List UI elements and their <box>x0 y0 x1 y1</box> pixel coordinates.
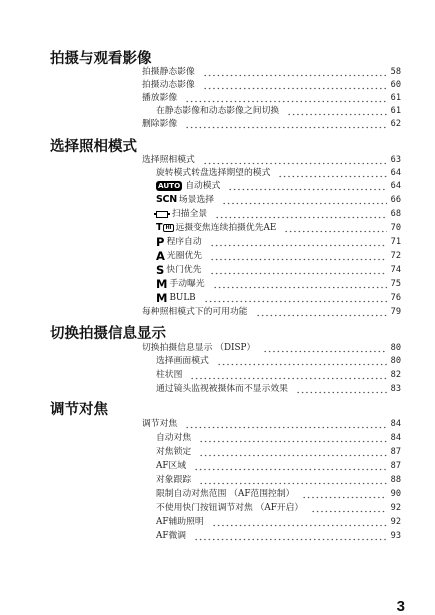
toc-page-number: 61 <box>390 106 401 116</box>
auto-mode-icon: AUTO <box>158 181 181 190</box>
toc-entry-af-micro-adj[interactable] <box>156 530 401 542</box>
toc-page-number: 90 <box>390 489 401 499</box>
leader-dots <box>263 343 386 353</box>
leader-dots <box>190 370 386 380</box>
toc-page-number: 75 <box>390 279 401 289</box>
toc-page-number: 87 <box>390 447 401 457</box>
toc-page-number: 70 <box>390 223 401 233</box>
toc-entry-label: 播放影像 <box>142 93 178 103</box>
toc-entry-shoot-still[interactable] <box>142 66 401 78</box>
aperture-priority-icon: A <box>156 249 165 263</box>
toc-page-number: 60 <box>390 80 401 90</box>
toc-entry-object-tracking[interactable] <box>156 474 401 486</box>
toc-page-number: 92 <box>390 503 401 513</box>
toc-entry-af-on[interactable] <box>156 502 401 514</box>
leader-dots <box>287 106 386 116</box>
toc-entry-label: AF区域 <box>156 461 187 471</box>
leader-dots <box>210 251 387 261</box>
toc-entry-adjust-focus[interactable] <box>142 418 401 430</box>
toc-page-number: 83 <box>390 384 401 394</box>
leader-dots <box>203 67 387 77</box>
toc-entry-label: 在静态影像和动态影像之间切换 <box>156 106 280 116</box>
toc-entry-label: 选择画面模式 <box>156 356 209 366</box>
toc-entry-label: 旋转模式转盘选择期望的模式 <box>156 168 271 178</box>
section-title-info-display: 切换拍摄信息显示 <box>50 326 166 342</box>
toc-entry-label: AF微调 <box>156 531 187 541</box>
toc-entry-label: 限制自动对焦范围 （AF范围控制） <box>156 489 295 499</box>
toc-entry-label: 每种照相模式下的可用功能 <box>142 307 248 317</box>
toc-entry-select-mode[interactable] <box>142 154 401 166</box>
leader-dots <box>199 447 386 457</box>
toc-entry-label: 自动对焦 <box>156 433 192 443</box>
toc-entry-scene-selection[interactable] <box>156 194 401 206</box>
toc-entry-playback[interactable] <box>142 92 401 104</box>
leader-dots <box>185 119 386 129</box>
toc-page-number: 80 <box>390 356 401 366</box>
toc-page-number: 88 <box>390 475 401 485</box>
toc-entry-label: 删除影像 <box>142 119 178 129</box>
toc-entry-delete[interactable] <box>142 118 401 130</box>
toc-page-number: 71 <box>390 237 401 247</box>
toc-entry-tele-zoom-continuous[interactable] <box>156 222 401 234</box>
leader-dots <box>204 293 387 303</box>
tele-zoom-continuous-icon <box>156 223 174 234</box>
toc-entry-shutter-priority[interactable] <box>156 264 401 276</box>
toc-entry-label: 调节对焦 <box>142 419 178 429</box>
toc-page-number: 63 <box>390 155 401 165</box>
page-number: 3 <box>396 598 405 615</box>
toc-page-number: 64 <box>390 168 401 178</box>
toc-entry-shoot-movie[interactable] <box>142 79 401 91</box>
toc-entry-label: 柱状图 <box>156 370 183 380</box>
manual-exposure-icon: M <box>156 277 168 291</box>
toc-entry-label: 扫描全景 <box>172 209 208 219</box>
toc-entry-af-area[interactable] <box>156 460 401 472</box>
section-title-shooting-mode: 选择照相模式 <box>50 139 137 155</box>
toc-entry-autofocus[interactable] <box>156 432 401 444</box>
leader-dots <box>185 93 386 103</box>
toc-entry-aperture-priority[interactable] <box>156 250 401 262</box>
leader-dots <box>311 503 386 513</box>
leader-dots <box>194 531 387 541</box>
toc-entry-label: 对象跟踪 <box>156 475 192 485</box>
toc-entry-sweep-panorama[interactable] <box>156 208 401 220</box>
scene-mode-icon: SCN <box>156 194 177 205</box>
toc-entry-label: 不使用快门按钮调节对焦 （AF开启） <box>156 503 304 513</box>
toc-entry-manual-exposure[interactable] <box>156 278 401 290</box>
leader-dots <box>199 475 386 485</box>
toc-entry-histogram[interactable] <box>156 369 401 381</box>
toc-entry-auto-mode[interactable] <box>156 180 401 192</box>
toc-page-number: 84 <box>390 433 401 443</box>
toc-entry-program-auto[interactable] <box>156 236 401 248</box>
leader-dots <box>278 168 386 178</box>
leader-dots <box>302 489 386 499</box>
toc-page-number: 72 <box>390 251 401 261</box>
toc-page-number: 74 <box>390 265 401 275</box>
leader-dots <box>284 223 386 233</box>
toc-page-number: 79 <box>390 307 401 317</box>
toc-page-number: 87 <box>390 461 401 471</box>
tele-zoom-sub-badge: HI <box>165 225 172 231</box>
toc-page-number: 64 <box>390 181 401 191</box>
leader-dots <box>210 265 387 275</box>
leader-dots <box>228 181 386 191</box>
toc-page-number: 76 <box>390 293 401 303</box>
toc-entry-label: 通过镜头监视被摄体而不显示效果 <box>156 384 288 394</box>
program-auto-icon: P <box>156 235 165 249</box>
toc-page-number: 93 <box>390 531 401 541</box>
leader-dots <box>199 433 386 443</box>
toc-entry-label: 场景选择 <box>178 195 215 205</box>
toc-page-number: 62 <box>390 119 401 129</box>
leader-dots <box>256 307 387 317</box>
toc-entry-label: 对焦锁定 <box>156 447 192 457</box>
leader-dots <box>213 279 387 289</box>
shutter-priority-icon: S <box>156 263 165 277</box>
toc-entry-switch-still-movie[interactable] <box>156 105 401 117</box>
toc-entry-disp-switch[interactable] <box>142 342 401 354</box>
toc-entry-focus-lock[interactable] <box>156 446 401 458</box>
leader-dots <box>203 155 387 165</box>
toc-page-number: 92 <box>390 517 401 527</box>
toc-entry-label: 切换拍摄信息显示 （DISP） <box>142 343 256 353</box>
toc-entry-label: 自动模式 <box>185 181 221 191</box>
tele-zoom-letter: T <box>156 222 163 233</box>
toc-entry-screen-mode[interactable] <box>156 355 401 367</box>
toc-page-number: 84 <box>390 419 401 429</box>
leader-dots <box>203 80 387 90</box>
toc-entry-label: 远摄变焦连续拍摄优先AE <box>175 223 277 233</box>
toc-entry-af-range-control[interactable] <box>156 488 401 500</box>
leader-dots <box>194 461 387 471</box>
section-title-focus: 调节对焦 <box>50 402 108 418</box>
toc-entry-label: 程序自动 <box>166 237 202 247</box>
sweep-panorama-icon <box>156 211 168 218</box>
leader-dots <box>212 517 387 527</box>
toc-entry-label: 选择照相模式 <box>142 155 195 165</box>
toc-entry-label: 手动曝光 <box>169 279 205 289</box>
leader-dots <box>296 384 387 394</box>
leader-dots <box>222 195 387 205</box>
toc-page-number: 82 <box>390 370 401 380</box>
toc-entry-monitor-through-lens[interactable] <box>156 383 401 395</box>
toc-page-number: 68 <box>390 209 401 219</box>
toc-entry-label: 快门优先 <box>166 265 202 275</box>
toc-page-number: 66 <box>390 195 401 205</box>
section-title-shooting-viewing: 拍摄与观看影像 <box>50 51 152 67</box>
toc-entry-mode-dial[interactable] <box>156 167 401 179</box>
bulb-mode-icon: M <box>156 291 168 305</box>
toc-page-number: 58 <box>390 67 401 77</box>
toc-page-number: 61 <box>390 93 401 103</box>
toc-entry-label: AF辅助照明 <box>156 517 204 527</box>
toc-entry-label: 拍摄静态影像 <box>142 67 195 77</box>
leader-dots <box>185 419 386 429</box>
leader-dots <box>217 356 387 366</box>
toc-entry-bulb[interactable] <box>156 292 401 304</box>
toc-entry-available-functions[interactable] <box>142 306 401 318</box>
leader-dots <box>215 209 386 219</box>
toc-entry-label: BULB <box>169 293 196 303</box>
toc-entry-label: 光圈优先 <box>166 251 203 261</box>
leader-dots <box>210 237 387 247</box>
toc-entry-label: 拍摄动态影像 <box>142 80 195 90</box>
toc-page-number: 80 <box>390 343 401 353</box>
toc-entry-af-illuminator[interactable] <box>156 516 401 528</box>
